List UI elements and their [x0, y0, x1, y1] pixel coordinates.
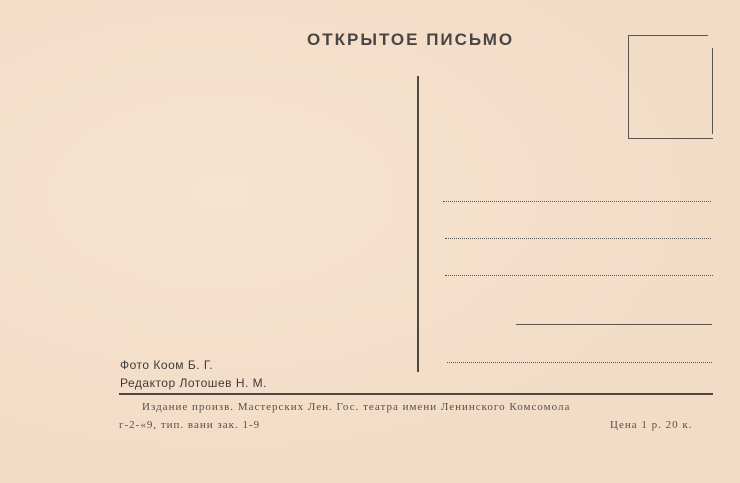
address-line-2	[445, 238, 711, 239]
address-line-1	[443, 201, 711, 202]
publisher-line: Издание произв. Мастерских Лен. Гос. театра имени Ленинского Комсомола	[142, 401, 571, 413]
horizontal-rule	[119, 393, 713, 395]
stamp-placeholder	[628, 36, 713, 139]
print-info: г-2-«9, тип. вани зак. 1-9	[119, 419, 261, 431]
price-label: Цена 1 р. 20 к.	[610, 419, 693, 431]
address-line-5	[447, 362, 712, 363]
photo-credit: Фото Коом Б. Г.	[120, 358, 214, 372]
address-line-3	[445, 275, 713, 276]
editor-credit: Редактор Лотошев Н. М.	[120, 376, 267, 390]
vertical-divider	[417, 76, 419, 372]
postcard-title: ОТКРЫТОЕ ПИСЬМО	[307, 30, 515, 49]
address-line-4	[516, 324, 712, 325]
